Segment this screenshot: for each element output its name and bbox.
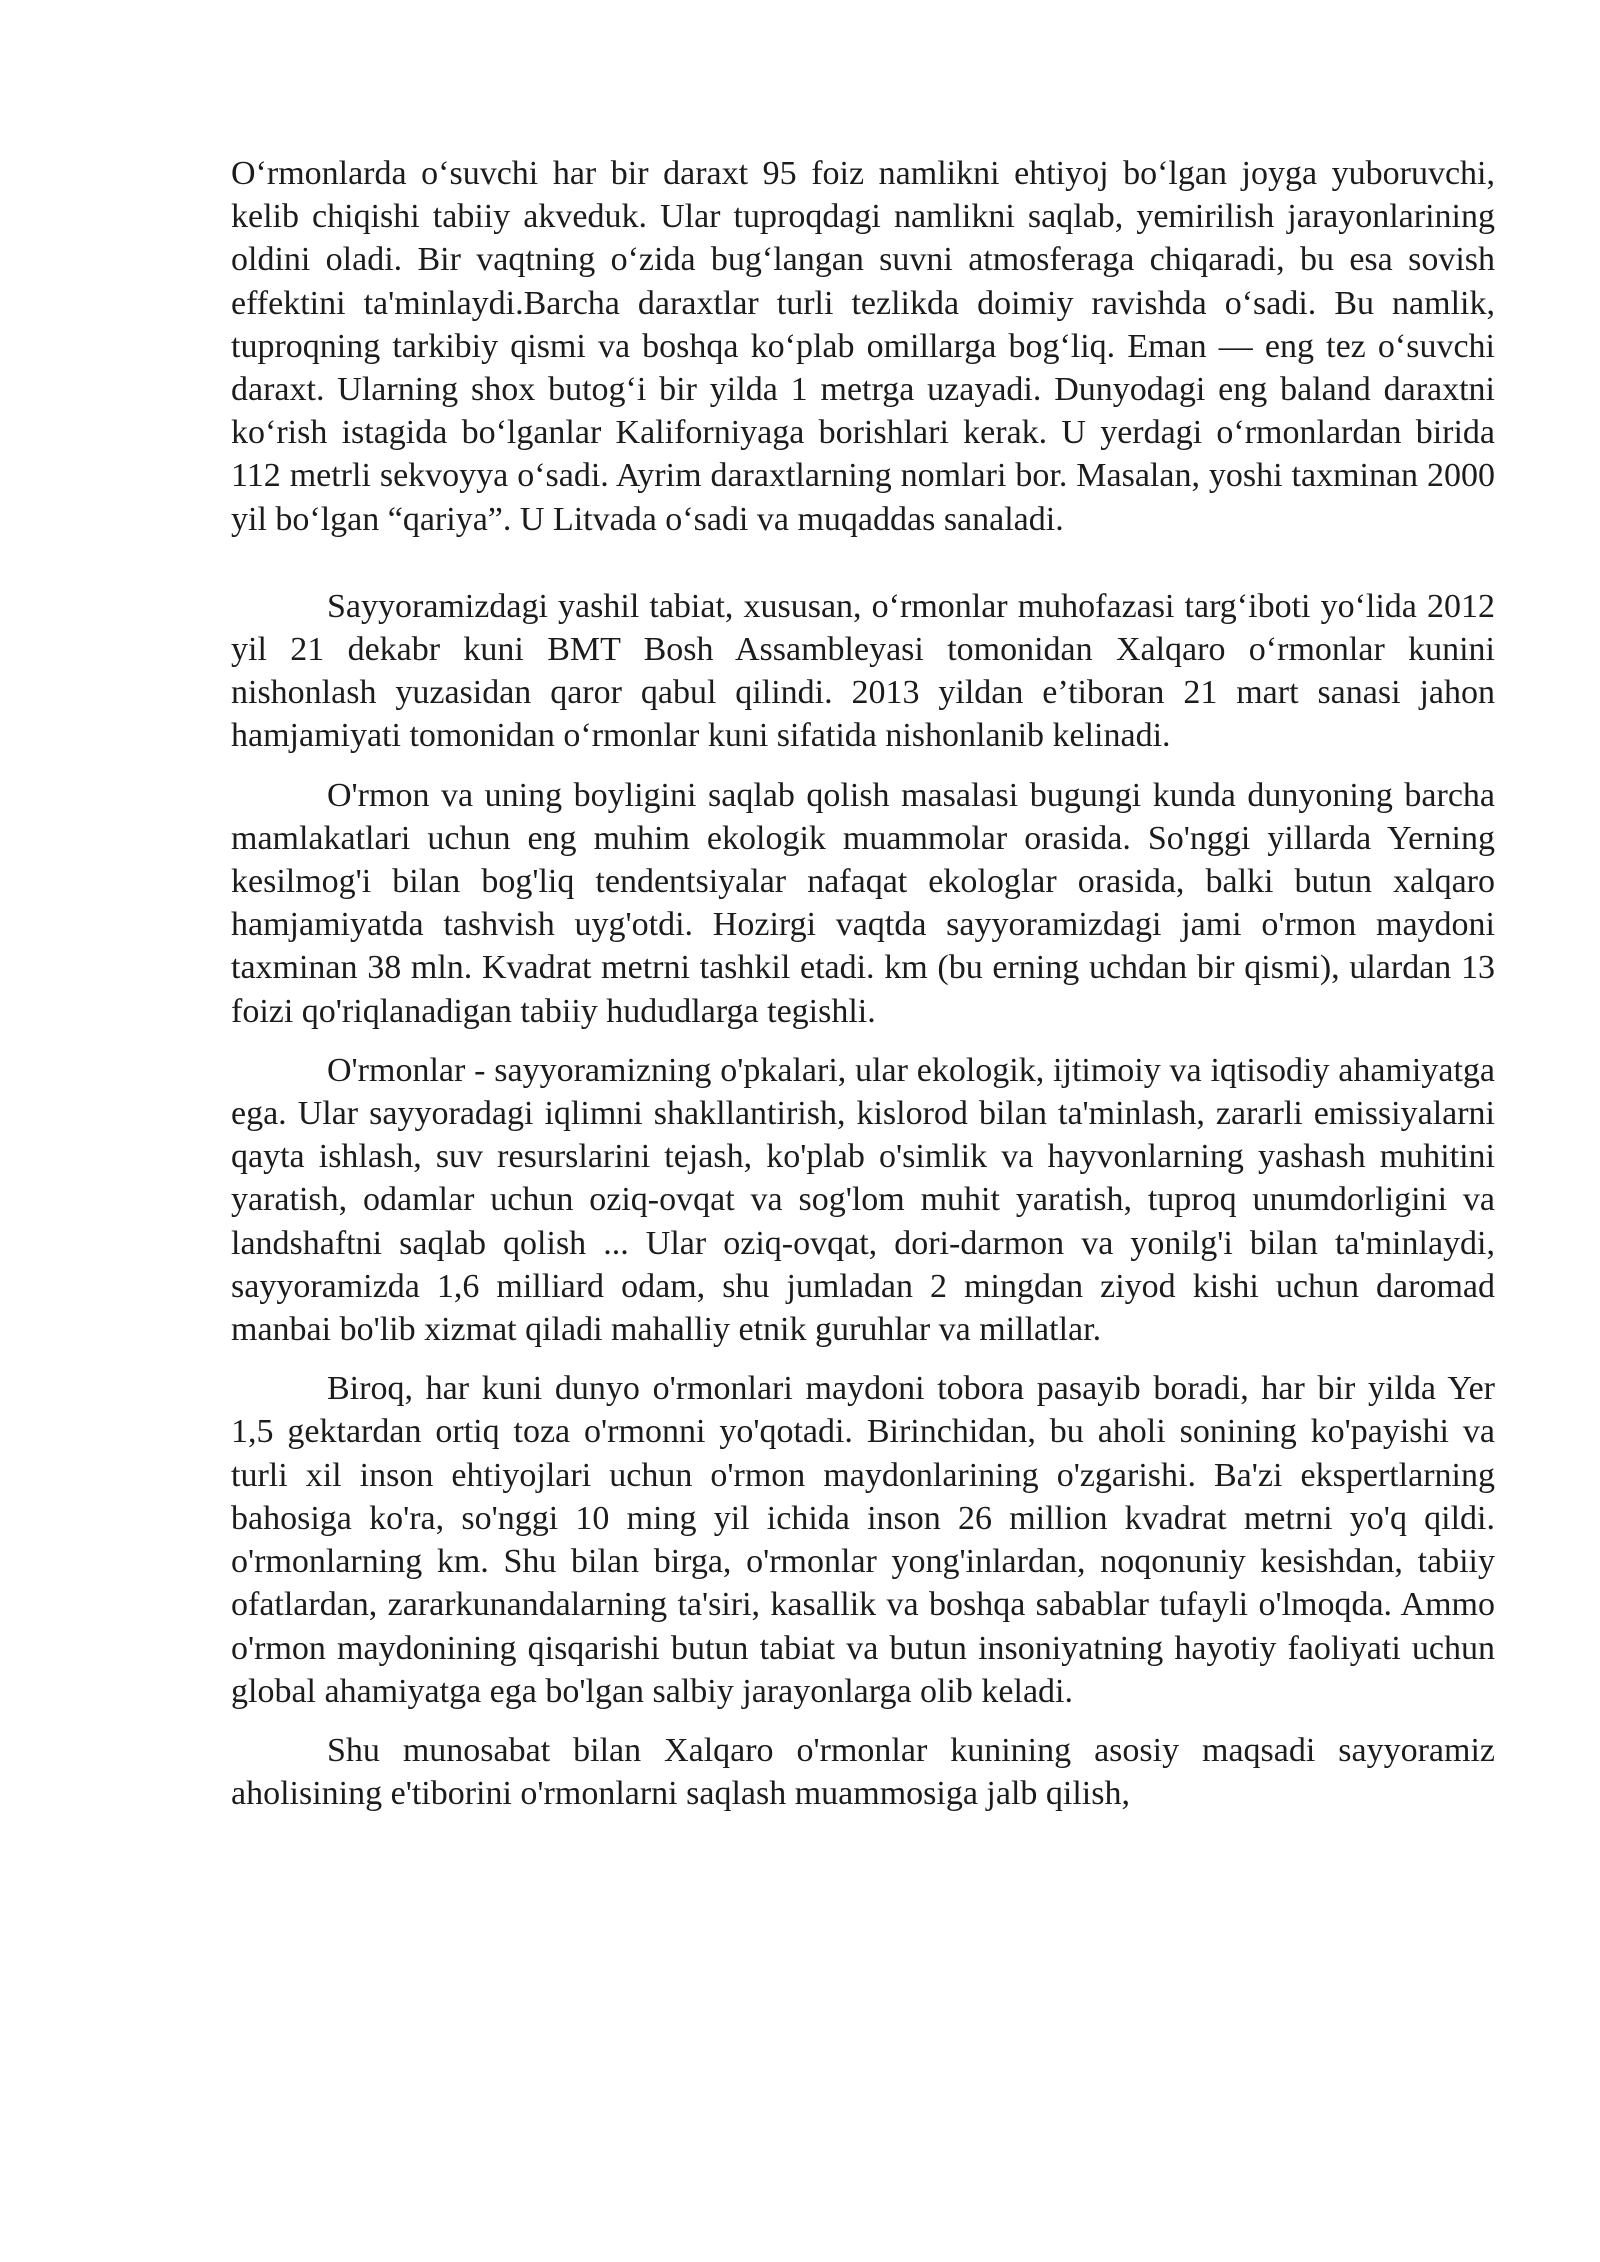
paragraph-5: Biroq, har kuni dunyo o'rmonlari maydoni tobora pasayib boradi, har bir yilda Yer 1,5 gektardan ortiq toza o'rmonni yo'qotadi. Birinchidan, bu aholi sonining ko'payishi va turli xil inson ehtiyojlari uchun o'rmon maydonlarining o'zgarishi. Ba'zi ekspertlarning bahosiga ko'ra, so'nggi 10 ming yil ichida inson 26 million kvadrat metrni yo'q qildi. o'rmonlarning km. Shu bilan birga, o'rmonlar yong'inlardan, noqonuniy kesishdan, tabiiy ofatlardan, zararkunandalarning ta'siri, kasallik va boshqa sabablar tufayli o'lmoqda. Ammo o'rmon maydonining qisqarishi butun tabiat va butun insoniyatning hayotiy faoliyati uchun global ahamiyatga ega bo'lgan salbiy jarayonlarga olib keladi. xyxy=(231,1370,1495,1710)
document-body xyxy=(231,152,1495,1815)
paragraph-1: O‘rmonlarda o‘suvchi har bir daraxt 95 foiz namlikni ehtiyoj bo‘lgan joyga yuboruvchi, kelib chiqishi tabiiy akveduk. Ular tuproqdagi namlikni saqlab, yemirilish jarayonlarining oldini oladi. Bir vaqtning o‘zida bug‘langan suvni atmosferaga chiqaradi, bu esa sovish effektini ta'minlaydi.Barcha daraxtlar turli tezlikda doimiy ravishda o‘sadi. Bu namlik, tuproqning tarkibiy qismi va boshqa ko‘plab omillarga bog‘liq. Eman — eng tez o‘suvchi daraxt. Ularning shox butog‘i bir yilda 1 metrga uzayadi. Dunyodagi eng baland daraxtni ko‘rish istagida bo‘lganlar Kaliforniyaga borishlari kerak. U yerdagi o‘rmonlardan birida 112 metrli sekvoyya o‘sadi. Ayrim daraxtlarning nomlari bor. Masalan, yoshi taxminan 2000 yil bo‘lgan “qariya”. U Litvada o‘sadi va muqaddas sanaladi. xyxy=(231,155,1495,538)
paragraph-4: O'rmonlar - sayyoramizning o'pkalari, ular ekologik, ijtimoiy va iqtisodiy ahamiyatga ega. Ular sayyoradagi iqlimni shakllantirish, kislorod bilan ta'minlash, zararli emissiyalarni qayta ishlash, suv resurslarini tejash, ko'plab o'simlik va hayvonlarning yashash muhitini yaratish, odamlar uchun oziq-ovqat va sog'lom muhit yaratish, tuproq unumdorligini va landshaftni saqlab qolish ... Ular oziq-ovqat, dori-darmon va yonilg'i bilan ta'minlaydi, sayyoramizda 1,6 milliard odam, shu jumladan 2 mingdan ziyod kishi uchun daromad manbai bo'lib xizmat qiladi mahalliy etnik guruhlar va millatlar. xyxy=(231,1051,1495,1349)
paragraph-2: Sayyoramizdagi yashil tabiat, xususan, o‘rmonlar muhofazasi targ‘iboti yo‘lida 2012 yil 21 dekabr kuni BMT Bosh Assambleyasi tomonidan Xalqaro o‘rmonlar kunini nishonlash yuzasidan qaror qabul qilindi. 2013 yildan e’tiboran 21 mart sanasi jahon hamjamiyati tomonidan o‘rmonlar kuni sifatida nishonlanib kelinadi. xyxy=(231,587,1495,755)
paragraph-3: O'rmon va uning boyligini saqlab qolish masalasi bugungi kunda dunyoning barcha mamlakatlari uchun eng muhim ekologik muammolar orasida. So'nggi yillarda Yerning kesilmog'i bilan bog'liq tendentsiyalar nafaqat ekologlar orasida, balki butun xalqaro hamjamiyatda tashvish uyg'otdi. Hozirgi vaqtda sayyoramizdagi jami o'rmon maydoni taxminan 38 mln. Kvadrat metrni tashkil etadi. km (bu erning uchdan bir qismi), ulardan 13 foizi qo'riqlanadigan tabiiy hududlarga tegishli. xyxy=(231,776,1495,1030)
paragraph-6: Shu munosabat bilan Xalqaro o'rmonlar kunining asosiy maqsadi sayyoramiz aholisining e'tiborini o'rmonlarni saqlash muammosiga jalb qilish, xyxy=(231,1731,1495,1813)
